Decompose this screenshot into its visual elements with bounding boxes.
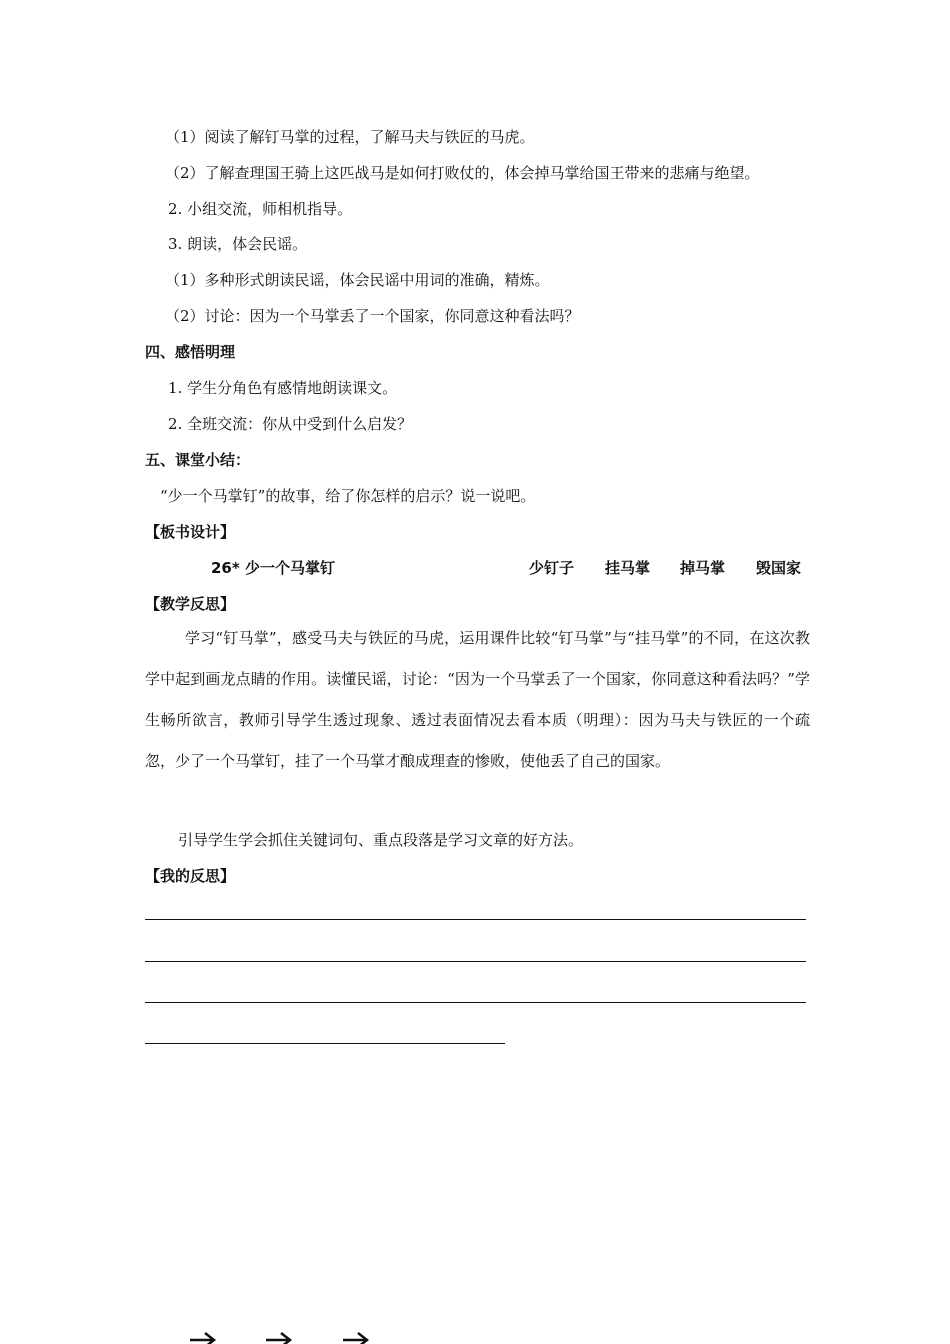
arrow-right-icon (264, 1326, 294, 1344)
my-reflection-heading: 【我的反思】 (145, 867, 236, 885)
board-chain-item-4: 毁国家 (756, 559, 802, 577)
writing-line (145, 961, 806, 962)
board-design-heading: 【板书设计】 (145, 523, 236, 541)
arrow-right-icon (188, 1326, 218, 1344)
section-5-heading: 五、课堂小结： (145, 451, 251, 469)
section-4-item-1: 1. 学生分角色有感情地朗读课文。 (168, 379, 398, 397)
teaching-reflection-paragraph-2: 引导学生学会抓住关键词句、重点段落是学习文章的好方法。 (178, 831, 584, 849)
arrow-right-icon (341, 1326, 371, 1344)
step-item-3-2: （2）讨论：因为一个马掌丢了一个国家，你同意这种看法吗？ (165, 307, 580, 325)
step-item-3: 3. 朗读，体会民谣。 (168, 235, 308, 253)
board-chain-item-3: 掉马掌 (680, 559, 726, 577)
writing-line (145, 919, 806, 920)
section-4-item-2: 2. 全班交流：你从中受到什么启发？ (168, 415, 413, 433)
step-item-1-2: （2）了解查理国王骑上这匹战马是如何打败仗的，体会掉马掌给国王带来的悲痛与绝望。 (165, 164, 760, 182)
step-item-3-1: （1）多种形式朗读民谣，体会民谣中用词的准确，精炼。 (165, 271, 550, 289)
board-title: 26* 少一个马掌钉 (211, 559, 335, 577)
section-5-text: “少一个马掌钉”的故事，给了你怎样的启示？说一说吧。 (160, 487, 536, 505)
teaching-reflection-heading: 【教学反思】 (145, 595, 236, 613)
writing-line (145, 1002, 806, 1003)
section-4-heading: 四、感悟明理 (145, 343, 236, 361)
step-item-2: 2. 小组交流，师相机指导。 (168, 200, 353, 218)
writing-line (145, 1043, 505, 1044)
step-item-1-1: （1）阅读了解钉马掌的过程，了解马夫与铁匠的马虎。 (165, 128, 535, 146)
teaching-reflection-paragraph-1: 学习“钉马掌”，感受马夫与铁匠的马虎，运用课件比较“钉马掌”与“挂马掌”的不同，在这次教学中起到画龙点睛的作用。读懂民谣，讨论：“因为一个马掌丢了一个国家，你同意这种看法吗？”学生畅所欲言，教师引导学生透过现象、透过表面情况去看本质（明理）：因为马夫与铁匠的一个疏忽，少了一个马掌钉，挂了一个马掌才酿成理查的惨败，使他丢了自己的国家。 (145, 629, 810, 770)
board-chain-item-1: 少钉子 (529, 559, 575, 577)
board-chain-item-2: 挂马掌 (605, 559, 651, 577)
